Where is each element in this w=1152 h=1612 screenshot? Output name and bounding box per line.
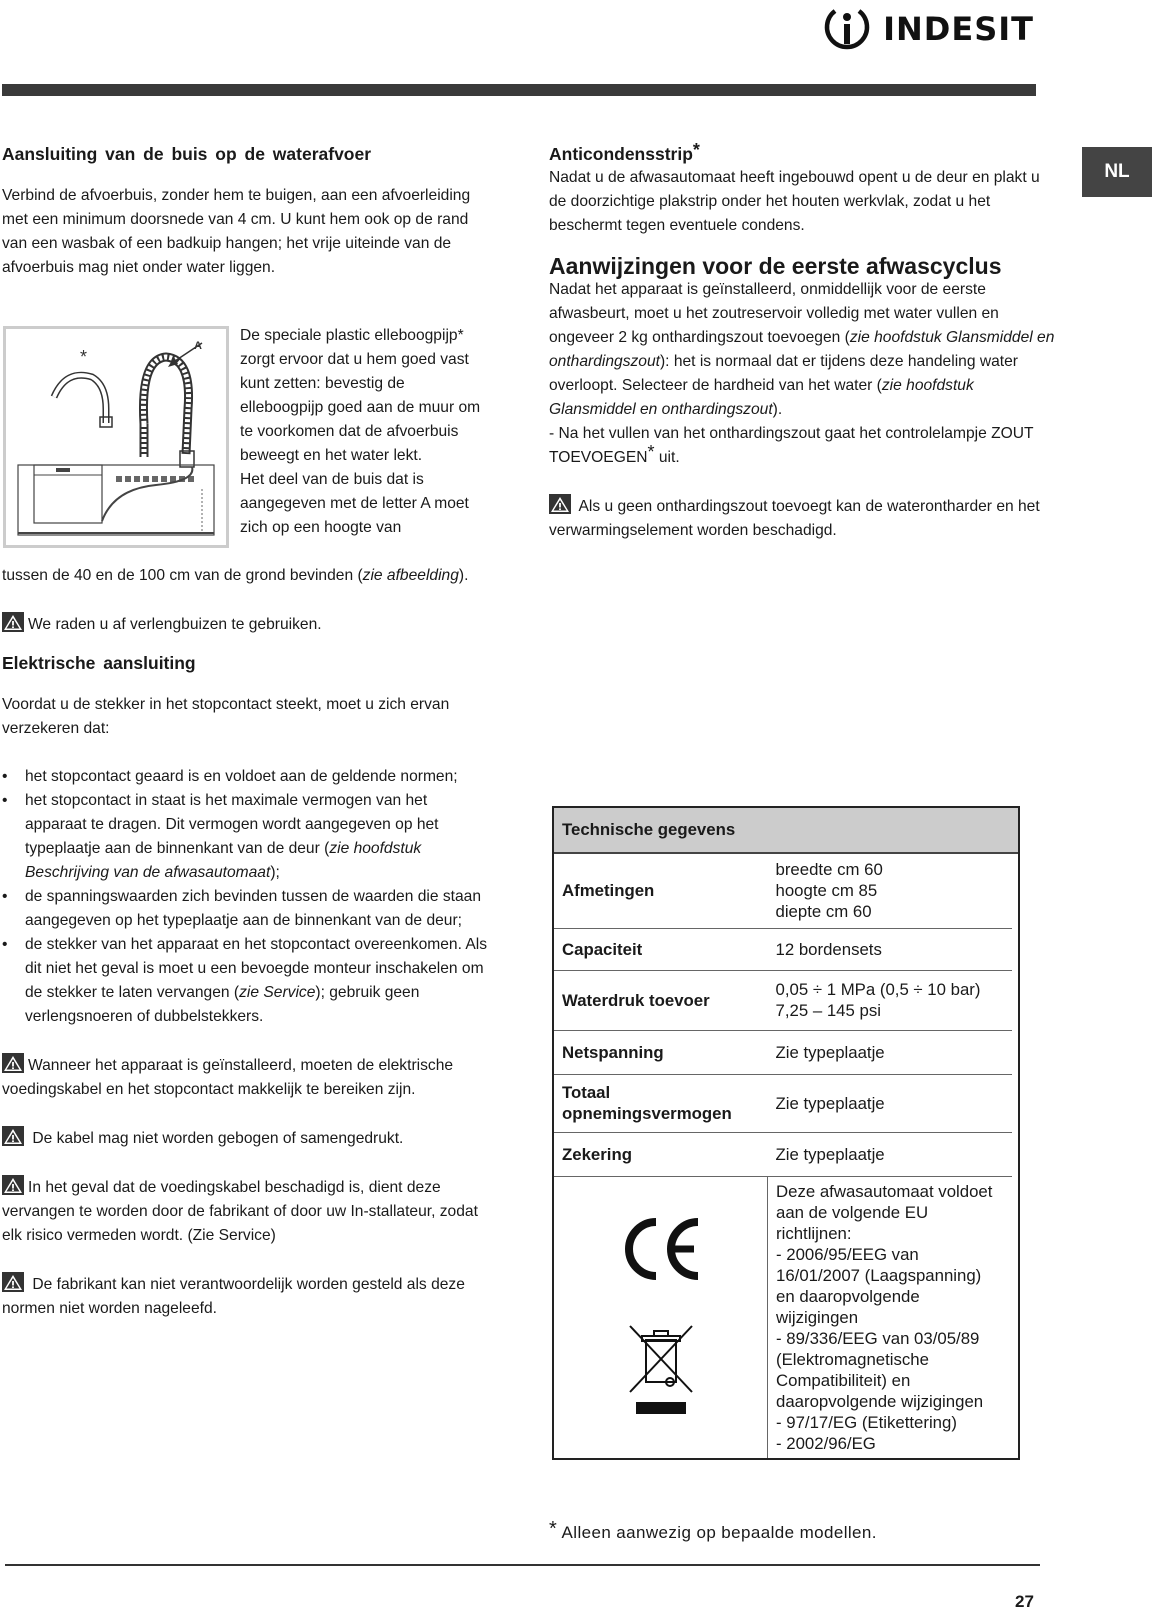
language-tab: NL — [1082, 147, 1152, 197]
section-title-first-cycle: Aanwijzingen voor de eerste afwascyclus — [549, 253, 1002, 279]
table-row — [554, 854, 1012, 928]
warning-icon — [2, 1126, 24, 1146]
warning-icon — [2, 612, 24, 632]
indesit-logo-icon — [821, 6, 873, 52]
eu-directive-line: Deze afwasautomaat voldoet aan de volgende EU richtlijnen: — [776, 1181, 993, 1243]
table-value — [768, 854, 1013, 928]
drain-hose-figure — [3, 326, 229, 548]
warning-text: De kabel mag niet worden gebogen of samengedrukt. — [32, 1130, 404, 1147]
table-value-line: hoogte cm 85 — [775, 881, 878, 901]
table-key — [554, 1074, 768, 1132]
footer-rule — [5, 1564, 1040, 1566]
table-key: Capaciteit — [554, 928, 768, 970]
list-item-text-end: ); gebruik geen verlengsnoeren of dubbelstekkers. — [25, 984, 420, 1025]
warning-icon — [2, 1272, 24, 1292]
warning-extension-hoses — [2, 612, 490, 637]
footnote-marker: * — [647, 442, 655, 462]
eu-directive-line: - 97/17/EG (Etikettering) — [776, 1412, 957, 1432]
section-title-anticondens — [549, 142, 1059, 166]
header-rule — [2, 84, 1036, 96]
left-column-continued — [2, 564, 490, 1321]
eu-directives — [768, 1176, 1013, 1458]
tech-table — [552, 806, 1020, 1460]
figure-label-a: A — [194, 340, 202, 352]
table-value: Zie typeplaatje — [768, 1074, 1013, 1132]
elbow-text — [240, 324, 492, 540]
first-cycle-text: ): het is normaal dat er tijdens deze handeling water overloopt. Selecteer de hardheid van het water ( — [549, 353, 1018, 394]
list-item-reference: zie Service — [239, 984, 316, 1001]
table-key: Netspanning — [554, 1030, 768, 1074]
table-row — [554, 1030, 1012, 1074]
table-value-line: 7,25 – 145 psi — [775, 1001, 881, 1020]
list-item-text: de stekker van het apparaat en het stopcontact overeenkomen. Als dit niet het geval is moet u een bevoegde monteur inschakelen om de stekker te laten vervangen ( — [25, 936, 488, 1001]
first-cycle-paragraph — [549, 278, 1059, 422]
table-key-line: Totaal — [562, 1083, 611, 1102]
salt-lamp-text-end: uit. — [654, 449, 680, 466]
table-row — [554, 928, 1012, 970]
anticondens-paragraph: Nadat u de afwasautomaat heeft ingebouwd opent u de deur en plakt u de doorzichtige plakstrip onder het houten werkvlak, zodat u het beschermt tegen eventuele condens. — [549, 169, 1040, 234]
footnote-marker: * — [549, 1518, 557, 1540]
warning-cable-damaged — [2, 1175, 490, 1248]
list-item-reference: zie hoofdstuk Beschrijving van de afwasautomaat — [25, 840, 422, 881]
warning-cable-bend — [2, 1126, 490, 1151]
table-row — [554, 1132, 1012, 1176]
table-value-line: diepte cm 60 — [775, 902, 872, 922]
warning-manufacturer — [2, 1272, 490, 1321]
warning-icon — [2, 1175, 24, 1195]
warning-accessible-plug — [2, 1053, 490, 1102]
left-column — [2, 142, 490, 280]
first-cycle-reference: zie hoofdstuk Glansmiddel en onthardingszout — [549, 377, 974, 418]
warning-text: Wanneer het apparaat is geïnstalleerd, moeten de elektrische voedingskabel en het stopcontact makkelijk te bereiken zijn. — [2, 1057, 454, 1098]
table-value: Zie typeplaatje — [768, 1030, 1013, 1074]
footnote-marker: * — [692, 140, 700, 160]
table-row — [554, 1176, 1012, 1458]
section-title-drain: Aansluiting van de buis op de waterafvoer — [2, 144, 372, 164]
warning-text: De fabrikant kan niet verantwoordelijk worden gesteld als deze normen niet worden nageleefd. — [2, 1276, 465, 1317]
certification-marks — [554, 1176, 768, 1458]
ce-mark-icon — [618, 1216, 704, 1282]
table-row — [554, 1074, 1012, 1132]
first-cycle-text: Nadat het apparaat is geïnstalleerd, onmiddellijk voor de eerste afwasbeurt, moet u het zoutreservoir volledig met water vullen en ongeveer 2 kg onthardingszout toevoegen ( — [549, 281, 999, 346]
table-value: 12 bordensets — [768, 928, 1013, 970]
electric-checklist — [2, 765, 490, 1029]
brand-logo — [821, 6, 1034, 52]
elbow-paragraph: De speciale plastic elleboogpijp* zorgt ervoor dat u hem goed vast kunt zetten: bevestig de elleboogpijp goed aan de muur om te voorkomen dat de afvoerbuis beweegt en het water lekt. — [240, 327, 481, 464]
figure-label-star: * — [80, 347, 88, 367]
table-key: Zekering — [554, 1132, 768, 1176]
table-value: Zie typeplaatje — [768, 1132, 1013, 1176]
table-value-line: breedte cm 60 — [775, 860, 883, 880]
list-item — [2, 933, 490, 1029]
height-paragraph-end — [2, 564, 490, 588]
right-column — [549, 142, 1059, 543]
list-item — [2, 789, 490, 885]
warning-text: Als u geen onthardingszout toevoegt kan de waterontharder en het verwarmingselement worden beschadigd. — [549, 498, 1040, 539]
table-value — [768, 970, 1013, 1030]
height-text-end: ). — [458, 567, 469, 584]
salt-lamp-paragraph — [549, 422, 1059, 470]
section-title-electric: Elektrische aansluiting — [2, 653, 196, 673]
page-number: 27 — [1015, 1592, 1034, 1611]
warning-salt — [549, 494, 1059, 543]
height-paragraph: Het deel van de buis dat is aangegeven met de letter A moet zich op een hoogte van — [240, 471, 469, 536]
eu-directive-line: - 2006/95/EEG van 16/01/2007 (Laagspanning) en daaropvolgende wijzigingen — [776, 1244, 982, 1327]
eu-directive-line: - 89/336/EEG van 03/05/89 (Elektromagnetische Compatibiliteit) en daaropvolgende wijzigingen — [776, 1328, 984, 1411]
first-cycle-reference: zie hoofdstuk Glansmiddel en onthardingszout — [549, 329, 1055, 370]
brand-name: INDESIT — [883, 10, 1034, 48]
table-key: Afmetingen — [554, 854, 768, 928]
table-row — [554, 970, 1012, 1030]
tech-table-header: Technische gegevens — [554, 808, 1018, 854]
table-value-line: 0,05 ÷ 1 MPa (0,5 ÷ 10 bar) — [775, 980, 981, 999]
list-item: • het stopcontact geaard is en voldoet aan de geldende normen; — [2, 765, 490, 789]
list-item-text: het stopcontact in staat is het maximale vermogen van het apparaat te dragen. Dit vermogen wordt aangegeven op het typeplaatje aan de binnenkant van de deur ( — [25, 792, 439, 857]
table-key: Waterdruk toevoer — [554, 970, 768, 1030]
drain-paragraph: Verbind de afvoerbuis, zonder hem te buigen, aan een afvoerleiding met een minimum doorsnede van 4 cm. U kunt hem ook op de rand van een wasbak of een badkuip hangen; het vrije uiteinde van de afvoerbuis mag niet onder water liggen. — [2, 187, 471, 276]
footnote-text: Alleen aanwezig op bepaalde modellen. — [561, 1523, 877, 1542]
warning-text: In het geval dat de voedingskabel beschadigd is, dient deze vervangen te worden door de fabrikant of door uw In-stallateur, zodat elk risico vermeden wordt. (Zie Service) — [2, 1179, 478, 1244]
anticondens-title-text: Anticondensstrip — [549, 144, 693, 164]
figure-reference: zie afbeelding — [362, 567, 459, 584]
tech-table-body — [554, 854, 1012, 1458]
footnote — [549, 1518, 877, 1543]
salt-lamp-text: - Na het vullen van het onthardingszout gaat het controlelampje ZOUT TOEVOEGEN — [549, 425, 1034, 466]
list-item-text-end: ); — [270, 864, 280, 881]
warning-icon — [549, 494, 571, 514]
warning-icon — [2, 1053, 24, 1073]
table-key-line: opnemingsvermogen — [562, 1104, 732, 1123]
eu-directive-line: - 2002/96/EG — [776, 1433, 876, 1453]
weee-crossed-bin-icon — [626, 1322, 696, 1418]
first-cycle-text: ). — [772, 401, 783, 418]
drain-hose-diagram-icon — [6, 329, 226, 545]
warning-text: We raden u af verlengbuizen te gebruiken. — [28, 616, 322, 633]
list-item: • de spanningswaarden zich bevinden tussen de waarden die staan aangegeven op het typeplaatje aan de binnenkant van de deur; — [2, 885, 490, 933]
height-text: tussen de 40 en de 100 cm van de grond bevinden ( — [2, 567, 363, 584]
electric-intro: Voordat u de stekker in het stopcontact steekt, moet u zich ervan verzekeren dat: — [2, 696, 450, 737]
